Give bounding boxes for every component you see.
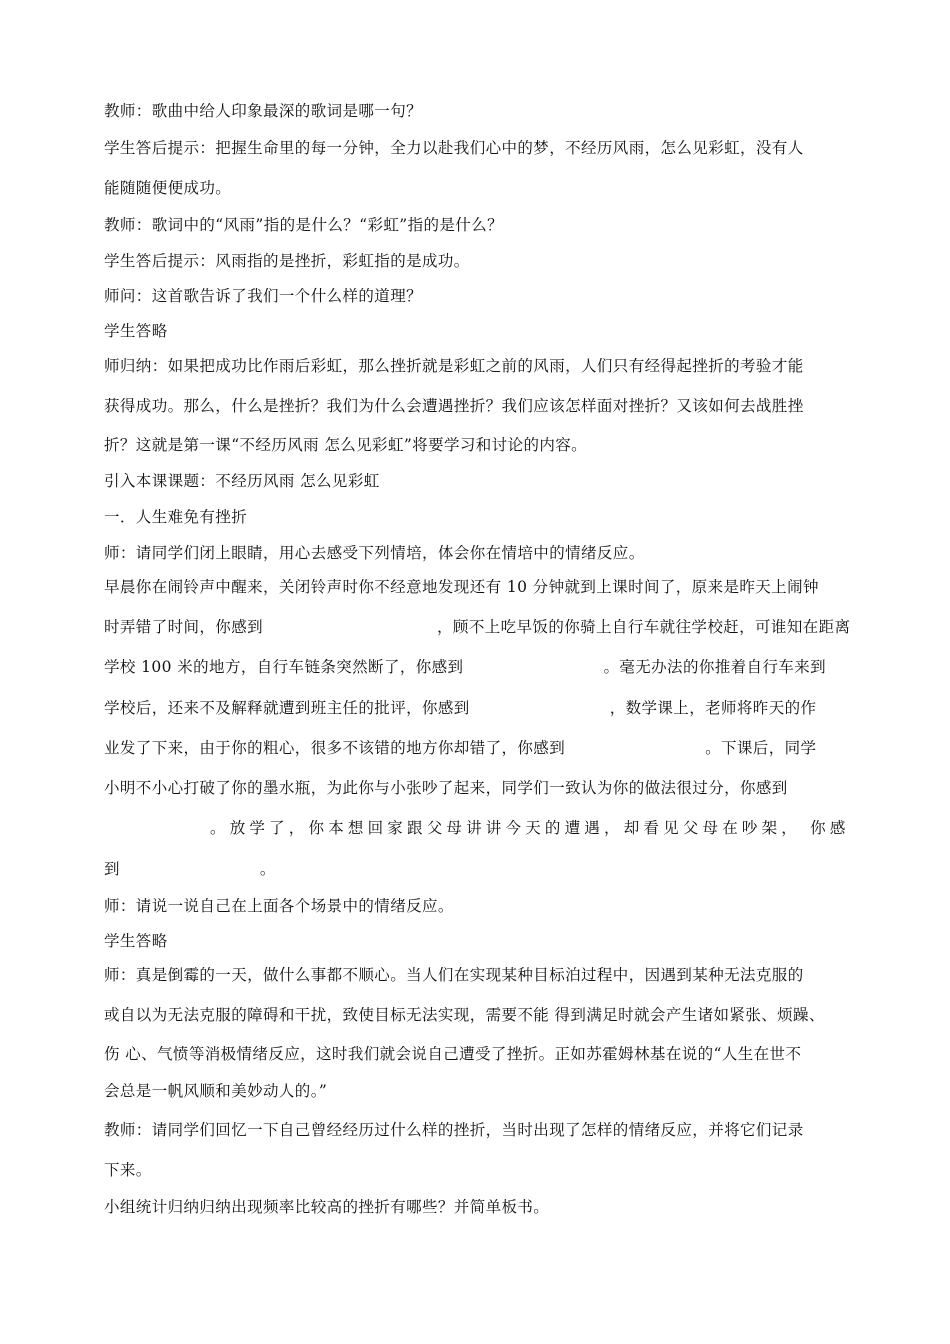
text-line: 师：真是倒霉的一天，做什么事都不顺心。当人们在实现某种目标泊过程中，因遇到某种无法克服的 <box>104 966 804 984</box>
line-segment: 到 <box>104 860 120 878</box>
text-line <box>104 657 826 677</box>
text-line <box>104 698 816 718</box>
line-segment: 。下课后，同学 <box>705 739 817 757</box>
line-segment: 学校 100 米的地方，自行车链条突然断了，你感到 <box>104 658 464 676</box>
text-line: 学生答后提示：风雨指的是挫折，彩虹指的是成功。 <box>104 252 470 270</box>
line-segment: 。毫无办法的你推着自行车来到 <box>603 658 827 676</box>
text-line: 教师：歌词中的“风雨”指的是什么？“彩虹”指的是什么？ <box>104 216 503 234</box>
text-line: 教师：请同学们回忆一下自己曾经经历过什么样的挫折，当时出现了怎样的情绪反应，并将它们记录 <box>104 1121 804 1139</box>
text-line: 折？这就是第一课“不经历风雨 怎么见彩虹”将要学习和讨论的内容。 <box>104 436 588 454</box>
text-line: 或自以为无法克服的障碍和干扰，致使目标无法实现，需要不能 得到满足时就会产生诸如紧张、烦躁、 <box>104 1006 825 1024</box>
line-segment: 。 <box>259 860 276 878</box>
text-line: 早晨你在闹铃声中醒来，关闭铃声时你不经意地发现还有 10 分钟就到上课时间了，原来是昨天上闹钟 <box>104 578 819 596</box>
text-line: 会总是一帆风顺和美妙动人的。” <box>104 1082 328 1100</box>
text-line: 学生答后提示：把握生命里的每一分钟，全力以赴我们心中的梦，不经历风雨，怎么见彩虹，没有人 <box>104 139 804 157</box>
section-heading: 一．人生难免有挫折 <box>104 508 248 526</box>
text-line: 下来。 <box>104 1161 152 1179</box>
text-line <box>104 859 276 879</box>
text-line <box>104 617 850 637</box>
text-line <box>104 818 850 838</box>
line-segment: ，顾不上吃早饭的你骑上自行车就往学校赶，可谁知在距离 <box>437 618 851 636</box>
text-line: 学生答略 <box>104 932 168 950</box>
line-segment: ，数学课上，老师将昨天的作 <box>609 699 817 717</box>
line-segment: 。放学了，你本想回家跟父母讲讲今天的遭遇，却看见父母在吵架， 你感 <box>210 819 850 837</box>
text-line: 师归纳：如果把成功比作雨后彩虹，那么挫折就是彩虹之前的风雨，人们只有经得起挫折的考验才能 <box>104 357 804 375</box>
line-segment: 时弄错了时间，你感到 <box>104 618 264 636</box>
text-line: 师：请同学们闭上眼睛，用心去感受下列情培，体会你在情培中的情绪反应。 <box>104 544 645 562</box>
text-line <box>104 738 816 758</box>
text-line: 引入本课课题：不经历风雨 怎么见彩虹 <box>104 472 380 490</box>
text-line: 学生答略 <box>104 322 168 340</box>
text-line: 师问：这首歌告诉了我们一个什么样的道理？ <box>104 287 423 305</box>
text-line: 师：请说一说自己在上面各个场景中的情绪反应。 <box>104 897 454 915</box>
text-line: 教师：歌曲中给人印象最深的歌词是哪一句？ <box>104 102 423 120</box>
line-segment: 学校后，还来不及解释就遭到班主任的批评，你感到 <box>104 699 470 717</box>
text-line: 小明不小心打破了你的墨水瓶，为此你与小张吵了起来，同学们一致认为你的做法很过分，你感到 <box>104 779 788 797</box>
text-line: 能随随便便成功。 <box>104 179 232 197</box>
text-line: 获得成功。那么，什么是挫折？我们为什么会遭遇挫折？我们应该怎样面对挫折？又该如何去战胜挫 <box>104 397 804 415</box>
text-line: 小组统计归纳归纳出现频率比较高的挫折有哪些？并简单板书。 <box>104 1198 550 1216</box>
text-line: 伤 心、气愤等消极情绪反应，这时我们就会说自己遭受了挫折。正如苏霍姆林基在说的“人生在世不 <box>104 1045 802 1063</box>
line-segment: 业发了下来，由于你的粗心，很多不该错的地方你却错了，你感到 <box>104 739 566 757</box>
